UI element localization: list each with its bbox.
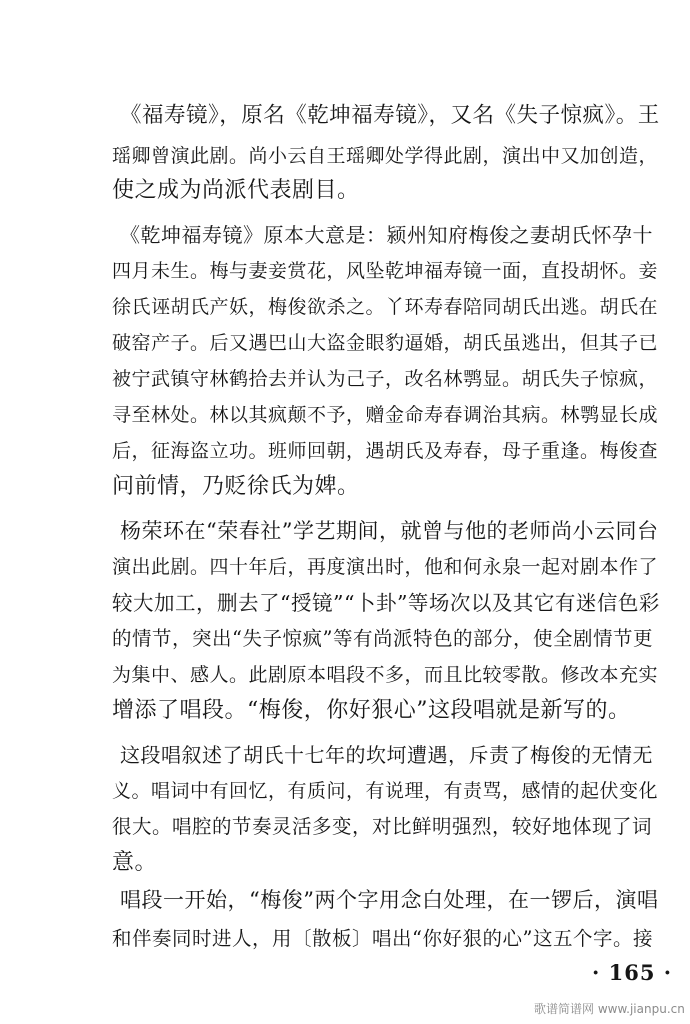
text-line: 唱段一开始，“梅俊”两个字用念白处理，在一锣后，演唱 <box>120 888 659 912</box>
text-line: 使之成为尚派代表剧目。 <box>112 178 360 203</box>
text-line: 的情节，突出“失子惊疯”等有尚派特色的部分，使全剧情节更 <box>112 627 653 650</box>
text-line: 意。 <box>112 850 158 875</box>
text-line: 义。唱词中有回忆，有质问，有说理，有责骂，感情的起伏变化 <box>112 780 659 802</box>
text-line: 问前情，乃贬徐氏为婢。 <box>112 474 360 499</box>
text-line: 徐氏诬胡氏产妖，梅俊欲杀之。丫环寿春陪同胡氏出逃。胡氏在 <box>112 296 659 318</box>
text-line: 演出此剧。四十年后，再度演出时，他和何永泉一起对剧本作了 <box>112 556 659 578</box>
text-line: 和伴奏同时进人，用〔散板〕唱出“你好狠的心”这五个字。接 <box>112 927 653 950</box>
text-line: 杨荣环在“荣春社”学艺期间，就曾与他的老师尚小云同台 <box>120 519 659 543</box>
text-line: 四月未生。梅与妻妾赏花，风坠乾坤福寿镜一面，直投胡怀。妾 <box>112 260 659 282</box>
text-line: 后，征海盗立功。班师回朝，遇胡氏及寿春，母子重逢。梅俊查 <box>112 440 659 462</box>
text-line: 寻至林处。林以其疯颠不予，赠金命寿春调治其病。林鹗显长成 <box>112 404 659 426</box>
text-line: 增添了唱段。“梅俊，你好狠心”这段唱就是新写的。 <box>112 698 631 723</box>
page-number: · 165 · <box>592 960 673 985</box>
watermark: 歌谱简谱网 www.jianpu.cn <box>534 1002 685 1016</box>
text-line: 《福寿镜》，原名《乾坤福寿镜》，又名《失子惊疯》。王 <box>120 103 660 128</box>
text-line: 很大。唱腔的节奏灵活多变，对比鲜明强烈，较好地体现了词 <box>112 815 653 838</box>
text-line: 被宁武镇守林鹤拾去并认为己子，改名林鹗显。胡氏失子惊疯， <box>112 368 659 390</box>
text-line: 破窑产子。后又遇巴山大盗金眼豹逼婚，胡氏虽逃出，但其子已 <box>112 332 659 354</box>
text-line: 瑶卿曾演此剧。尚小云自王瑶卿处学得此剧，演出中又加创造， <box>112 145 659 167</box>
text-line: 《乾坤福寿镜》原本大意是：颍州知府梅俊之妻胡氏怀孕十 <box>120 223 653 247</box>
text-line: 这段唱叙述了胡氏十七年的坎坷遭遇，斥责了梅俊的无情无 <box>120 743 653 767</box>
text-line: 为集中、感人。此剧原本唱段不多，而且比较零散。修改本充实 <box>112 664 659 686</box>
text-line: 较大加工，删去了“授镜”“卜卦”等场次以及其它有迷信色彩 <box>112 591 660 615</box>
